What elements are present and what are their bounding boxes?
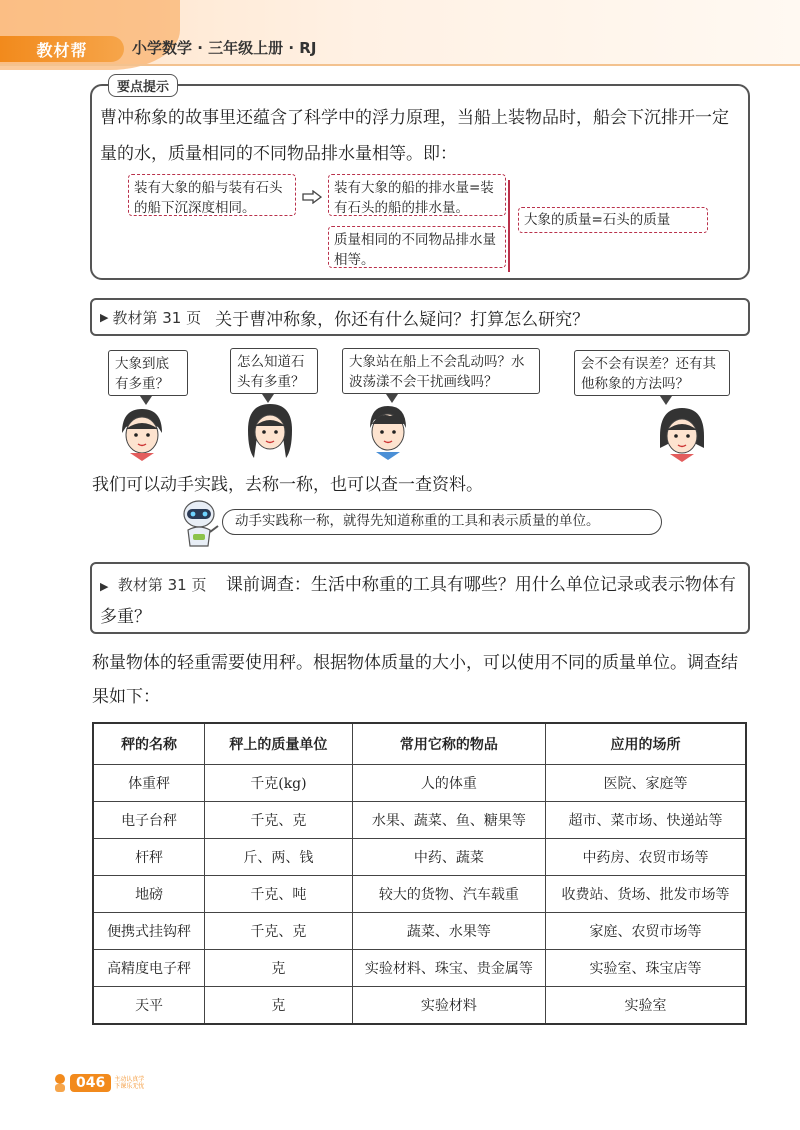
question-2-text: 课前调查：生活中称重的工具有哪些？用什么单位记录或表示物体有多重？ <box>100 575 736 627</box>
table-cell: 实验材料、珠宝、贵金属等 <box>352 950 545 987</box>
table-cell: 克 <box>205 987 353 1025</box>
girl-2-icon <box>242 400 298 462</box>
header-divider <box>0 64 800 66</box>
speech-bubble-4: 会不会有误差？还有其他称象的方法吗？ <box>574 350 730 396</box>
question-bar-2 <box>90 562 750 634</box>
scales-table <box>92 722 747 1025</box>
table-cell: 收费站、货场、批发市场等 <box>546 876 746 913</box>
table-cell: 实验室、珠宝店等 <box>546 950 746 987</box>
table-cell: 天平 <box>93 987 205 1025</box>
page-number: 046 <box>70 1074 111 1092</box>
girl-3-icon <box>654 404 710 464</box>
table-cell: 蔬菜、水果等 <box>352 913 545 950</box>
table-cell: 千克(kg) <box>205 765 353 802</box>
table-cell: 便携式挂钩秤 <box>93 913 205 950</box>
book-title: 小学数学 · 三年级上册 · RJ <box>132 39 317 57</box>
question-1-label: 教材第 31 页 <box>112 308 202 327</box>
table-row <box>93 987 746 1025</box>
table-cell: 超市、菜市场、快递站等 <box>546 802 746 839</box>
bracket-line <box>508 180 510 272</box>
table-row <box>93 802 746 839</box>
table-cell: 中药、蔬菜 <box>352 839 545 876</box>
table-cell: 体重秤 <box>93 765 205 802</box>
table-cell: 人的体重 <box>352 765 545 802</box>
speech-bubble-2: 怎么知道石头有多重？ <box>230 348 318 394</box>
table-row <box>93 876 746 913</box>
table-cell: 斤、两、钱 <box>205 839 353 876</box>
table-cell: 克 <box>205 950 353 987</box>
table-cell: 家庭、农贸市场等 <box>546 913 746 950</box>
table-cell: 千克、吨 <box>205 876 353 913</box>
table-header-cell: 应用的场所 <box>546 723 746 765</box>
answer-2-text: 称量物体的轻重需要使用秤。根据物体质量的大小，可以使用不同的质量单位。调查结果如下： <box>92 653 738 707</box>
table-cell: 地磅 <box>93 876 205 913</box>
key-points-paragraph: 曹冲称象的故事里还蕴含了科学中的浮力原理，当船上装物品时，船会下沉排开一定量的水，质量相同的不同物品排水量相等。即： <box>100 108 729 164</box>
table-row <box>93 913 746 950</box>
right-arrow-icon <box>302 190 322 204</box>
table-cell: 实验室 <box>546 987 746 1025</box>
key-points-box3: 质量相同的不同物品排水量相等。 <box>328 226 506 268</box>
key-points-box1: 装有大象的船与装有石头的船下沉深度相同。 <box>128 174 296 216</box>
footer-slogan: 主动认真学 下课乐无忧 <box>114 1076 145 1090</box>
table-row <box>93 839 746 876</box>
robot-tip-bubble: 动手实践称一称，就得先知道称重的工具和表示质量的单位。 <box>222 509 662 535</box>
question-bar-1 <box>90 298 750 336</box>
key-points-box2: 装有大象的船的排水量=装有石头的船的排水量。 <box>328 174 506 216</box>
speech-bubble-1: 大象到底有多重？ <box>108 350 188 396</box>
table-cell: 杆秤 <box>93 839 205 876</box>
answer-1-text: 我们可以动手实践，去称一称，也可以查一查资料。 <box>92 475 483 495</box>
table-cell: 实验材料 <box>352 987 545 1025</box>
footer-badge <box>52 1072 148 1094</box>
key-points-tag: 要点提示 <box>108 74 178 97</box>
table-header-row <box>93 723 746 765</box>
speech-bubble-3: 大象站在船上不会乱动吗？水波荡漾不会干扰画线吗？ <box>342 348 540 394</box>
table-header-cell: 秤的名称 <box>93 723 205 765</box>
table-cell: 中药房、农贸市场等 <box>546 839 746 876</box>
triangle-icon: ▶ <box>100 310 109 324</box>
table-cell: 医院、家庭等 <box>546 765 746 802</box>
girl-1-icon <box>114 405 170 463</box>
mascot-icon <box>52 1073 68 1093</box>
question-2-label: 教材第 31 页 <box>117 576 207 594</box>
key-points-conclusion: 大象的质量=石头的质量 <box>518 207 708 233</box>
table-cell: 千克、克 <box>205 802 353 839</box>
table-header-cell: 秤上的质量单位 <box>205 723 353 765</box>
boy-icon <box>360 400 416 462</box>
triangle-icon: ▶ <box>100 580 109 593</box>
robot-icon <box>176 498 222 550</box>
table-cell: 水果、蔬菜、鱼、糖果等 <box>352 802 545 839</box>
brand-tag: 教材帮 <box>0 36 124 62</box>
table-cell: 千克、克 <box>205 913 353 950</box>
table-row <box>93 950 746 987</box>
table-cell: 较大的货物、汽车载重 <box>352 876 545 913</box>
bubble-tail <box>140 396 152 405</box>
table-header-cell: 常用它称的物品 <box>352 723 545 765</box>
table-row <box>93 765 746 802</box>
table-cell: 电子台秤 <box>93 802 205 839</box>
table-cell: 高精度电子秤 <box>93 950 205 987</box>
question-1-text: 关于曹冲称象，你还有什么疑问？打算怎么研究？ <box>215 309 590 330</box>
